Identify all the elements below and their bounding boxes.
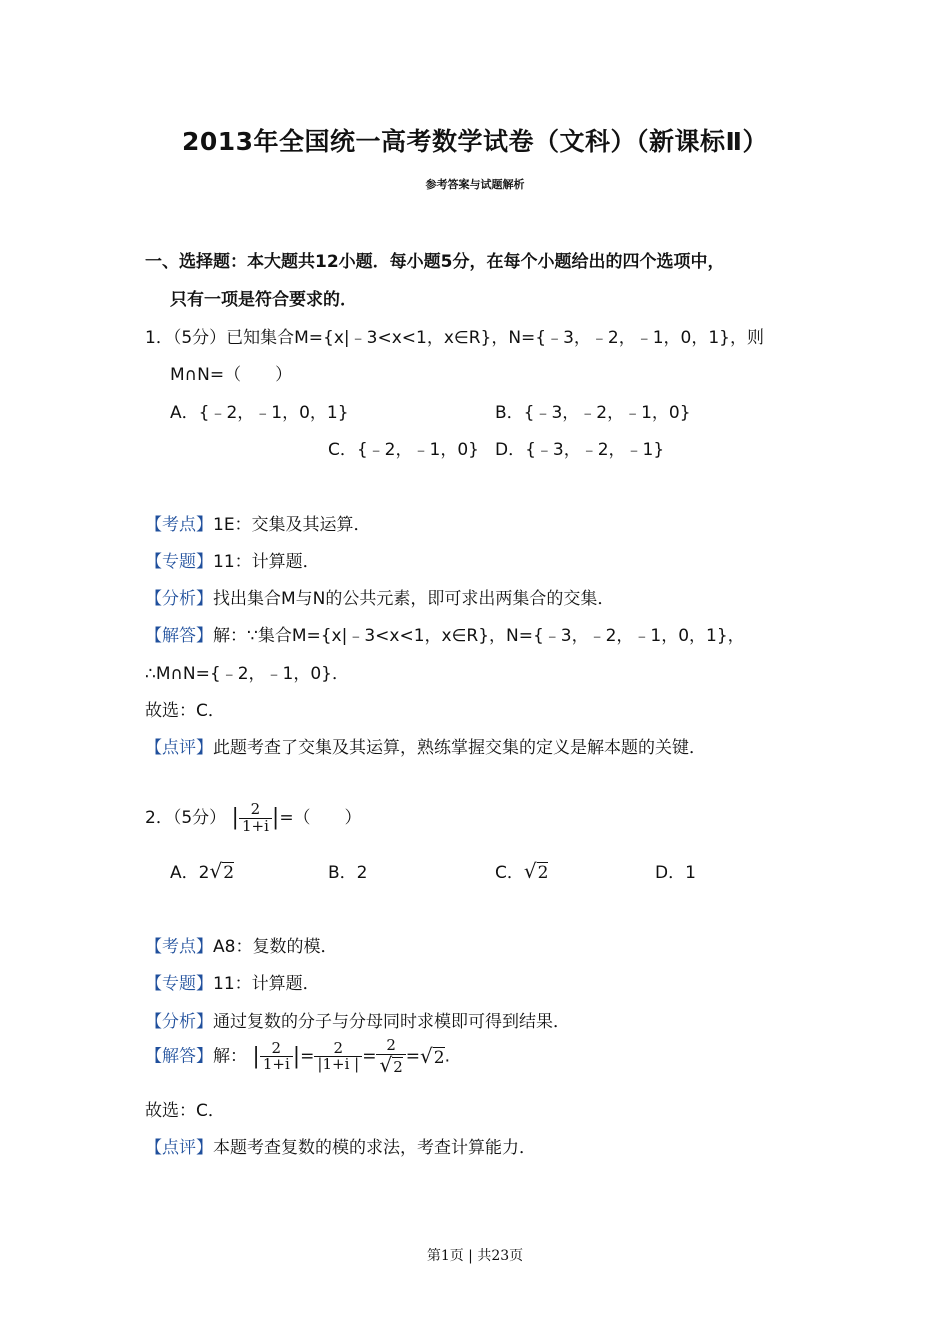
q2-dianping: [145, 1133, 536, 1158]
page-title: 2013年全国统一高考数学试卷（文科）（新课标Ⅱ）: [181, 127, 769, 156]
q2-kaodian: [145, 932, 337, 957]
abs-bar-right: |: [292, 1043, 301, 1069]
q1-option-b: B．{﹣3，﹣2，﹣1，0}: [495, 403, 691, 423]
q2-answer: 故选：C．: [145, 1101, 225, 1121]
q1-jieda: [145, 621, 745, 646]
fraction-numerator: 2: [239, 802, 272, 819]
q1-stem-line1: 1．（5分）已知集合M={x|﹣3<x<1，x∈R}，N={﹣3，﹣2，﹣1，0，1}，则: [145, 328, 764, 348]
kaodian-tag: 【考点】: [145, 937, 213, 957]
fraction-denominator: 1+i: [241, 816, 269, 835]
q1-zhuanti: [145, 547, 320, 572]
dianping-text: 本题考查复数的模的求法，考查计算能力．: [213, 1138, 536, 1158]
q2-fraction: [239, 802, 272, 835]
q2-suffix: =（ ）: [279, 807, 362, 828]
fraction-denominator: 1+i: [262, 1055, 290, 1074]
q2-fraction: [260, 1038, 293, 1074]
jieda-prefix: 解：: [213, 1046, 247, 1067]
q1-jieda-line2: ∴M∩N={﹣2，﹣1，0}．: [145, 664, 349, 684]
fraction-denominator: [376, 1052, 405, 1077]
q2-option-a-label: A．2: [170, 863, 210, 883]
dianping-tag: 【点评】: [145, 1138, 213, 1158]
q1-option-c: C．{﹣2，﹣1，0}: [328, 440, 479, 460]
q2-stem: [145, 802, 362, 835]
zhuanti-tag: 【专题】: [145, 974, 213, 994]
fraction-numerator: 2: [376, 1038, 405, 1055]
jieda-tag: 【解答】: [145, 1046, 213, 1067]
page-subtitle: 参考答案与试题解析: [425, 178, 525, 191]
fraction-numerator: 2: [314, 1041, 362, 1058]
fenxi-tag: 【分析】: [145, 589, 213, 609]
page-footer: 第1页 | 共23页: [426, 1248, 524, 1264]
kaodian-text: 1E：交集及其运算．: [213, 515, 371, 535]
dianping-text: 此题考查了交集及其运算，熟练掌握交集的定义是解本题的关键．: [213, 738, 706, 758]
sqrt-radicand: 2: [433, 1048, 445, 1069]
modulus-fraction: [314, 1038, 362, 1074]
sqrt-symbol: √2: [209, 859, 235, 883]
zhuanti-text: 11：计算题．: [213, 552, 320, 572]
q1-fenxi: [145, 584, 614, 609]
sqrt-symbol: √2: [420, 1044, 445, 1069]
fraction-numerator: 2: [260, 1041, 293, 1058]
simplified-fraction: [376, 1038, 405, 1076]
q2-option-a: [170, 858, 234, 883]
q1-kaodian: [145, 510, 371, 535]
jieda-text: 解：∵集合M={x|﹣3<x<1，x∈R}，N={﹣3，﹣2，﹣1，0，1}，: [213, 626, 745, 646]
q2-fenxi: [145, 1007, 570, 1032]
q2-option-d: D．1: [655, 863, 696, 883]
q2-jieda: [145, 1038, 450, 1076]
zhuanti-text: 11：计算题．: [213, 974, 320, 994]
fenxi-text: 通过复数的分子与分母同时求模即可得到结果．: [213, 1012, 570, 1032]
q2-option-b: B．2: [328, 863, 368, 883]
dianping-tag: 【点评】: [145, 738, 213, 758]
sqrt-radicand: 2: [537, 863, 549, 883]
kaodian-text: A8：复数的模．: [213, 937, 338, 957]
q1-answer: 故选：C．: [145, 701, 225, 721]
q1-option-d: D．{﹣3，﹣2，﹣1}: [495, 440, 665, 460]
q1-stem-line2: M∩N=（ ）: [170, 365, 293, 385]
equals-sign: =: [362, 1046, 377, 1067]
equals-sign: =: [300, 1046, 315, 1067]
fenxi-text: 找出集合M与N的公共元素，即可求出两集合的交集．: [213, 589, 615, 609]
sqrt-symbol: √2: [523, 859, 549, 883]
q1-dianping: [145, 733, 706, 758]
q2-option-c: [495, 858, 548, 883]
q2-zhuanti: [145, 969, 320, 994]
fraction-denominator: |1+i |: [317, 1055, 360, 1074]
sqrt-radicand: 2: [223, 863, 235, 883]
period: .: [444, 1046, 450, 1067]
section-heading-line2: 只有一项是符合要求的．: [170, 290, 357, 310]
q2-option-c-label: C．: [495, 863, 524, 883]
q1-option-a: A．{﹣2，﹣1，0，1}: [170, 403, 349, 423]
fenxi-tag: 【分析】: [145, 1012, 213, 1032]
kaodian-tag: 【考点】: [145, 515, 213, 535]
q2-prefix: 2．（5分）: [145, 807, 227, 828]
abs-bar-left: |: [231, 805, 239, 831]
zhuanti-tag: 【专题】: [145, 552, 213, 572]
section-heading-line1: 一、选择题：本大题共12小题．每小题5分，在每个小题给出的四个选项中，: [145, 252, 725, 272]
jieda-tag: 【解答】: [145, 626, 213, 646]
equals-sign: =: [405, 1046, 421, 1067]
abs-bar-left: |: [252, 1043, 260, 1069]
sqrt-symbol: √2: [379, 1052, 403, 1077]
sqrt-radicand: 2: [393, 1057, 403, 1076]
abs-bar-right: |: [271, 805, 280, 831]
